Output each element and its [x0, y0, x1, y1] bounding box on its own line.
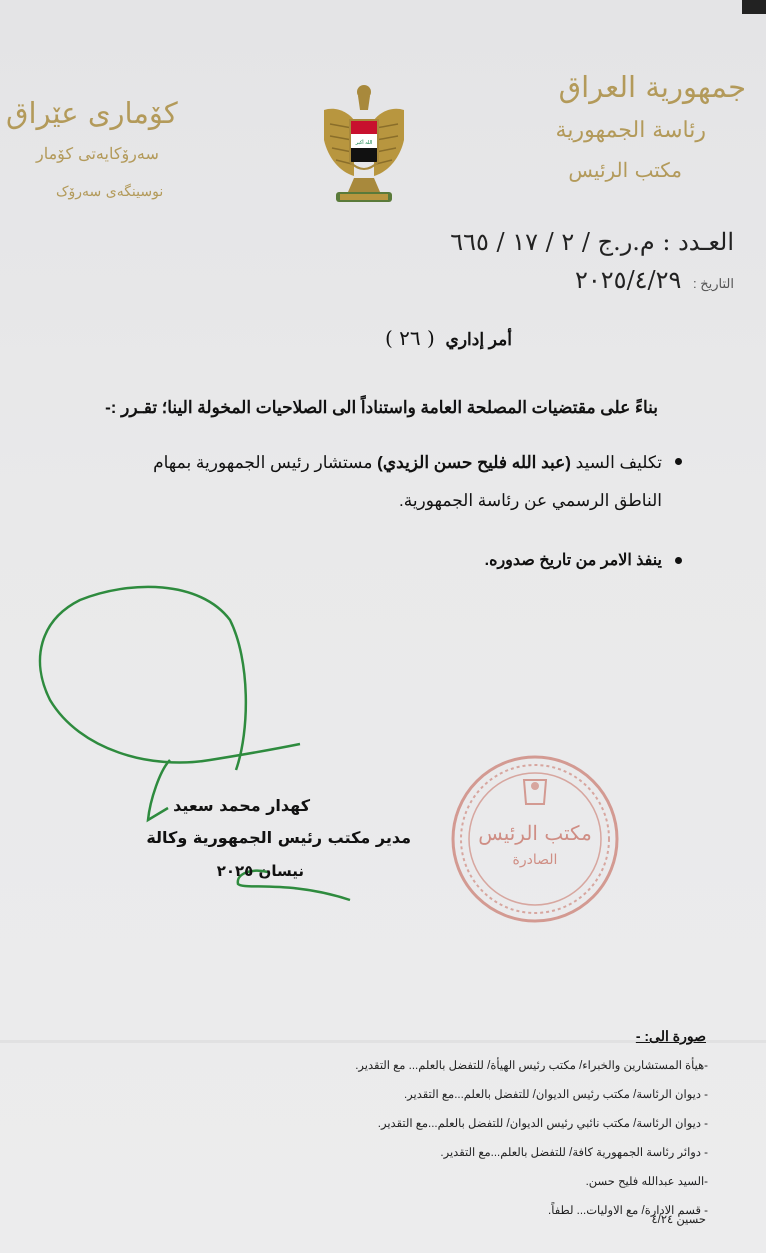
copies-list-item: -هيأة المستشارين والخبراء/ مكتب رئيس الهيأة/ للتفضل بالعلم... مع التقدير. — [355, 1060, 708, 1072]
order-intro: بناءً على مقتضيات المصلحة العامة واستناداً الى الصلاحيات المخولة الينا؛ تقـرر :- — [105, 398, 658, 417]
letterhead-office-kurdish: نوسینگەی سەرۆک — [56, 184, 164, 200]
order-title-text: أمر إداري — [445, 330, 512, 349]
letterhead-presidency: رئاسة الجمهورية — [555, 118, 706, 143]
copies-list-item: - قسم الادارة/ مع الاوليات... لطفاً. — [548, 1205, 708, 1217]
document-date-value: ٢٠٢٥/٤/٢٩ — [575, 266, 682, 294]
stamp-outgoing-text: الصادرة — [512, 852, 558, 868]
emblem-text: الله أكبر — [355, 140, 373, 146]
copies-list-item: - ديوان الرئاسة/ مكتب نائبي رئيس الديوان/ للتفضل بالعلم...مع التقدير. — [377, 1118, 708, 1130]
copies-list-item: - ديوان الرئاسة/ مكتب رئيس الديوان/ للتفضل بالعلم...مع التقدير. — [403, 1089, 708, 1101]
letterhead-country-kurdish: كۆماری عێراق — [6, 96, 178, 130]
document-date-label: التاريخ : — [693, 276, 734, 291]
typist-footer: حسين ٤/٢٤ — [651, 1214, 706, 1226]
page-edge-mark — [742, 0, 766, 14]
order-item-assignment — [122, 444, 662, 520]
signer-title: مدير مكتب رئيس الجمهورية وكالة — [146, 828, 411, 847]
letterhead-country: جمهورية العراق — [558, 70, 746, 104]
copies-list — [355, 1052, 708, 1226]
copies-list-item: - دوائر رئاسة الجمهورية كافة/ للتفضل بالعلم...مع التقدير. — [440, 1147, 708, 1159]
appointee-name: (عبد الله فليح حسن الزيدي) — [377, 453, 571, 472]
copies-list-item: -السيد عبدالله فليح حسن. — [585, 1176, 708, 1188]
letterhead-presidency-kurdish: سەرۆکایەتی کۆمار — [36, 144, 159, 163]
signer-date: نيسان ٢٠٢٥ — [216, 862, 304, 880]
order-title — [385, 326, 512, 350]
document-number — [450, 228, 734, 256]
signer-name: كهدار محمد سعيد — [173, 796, 310, 815]
order-number: ( ٢٦ ) — [384, 326, 435, 350]
bullet-icon — [675, 557, 682, 564]
letterhead-office: مكتب الرئيس — [568, 158, 682, 182]
order-item-suffix: مستشار رئيس الجمهورية بمهام الناطق الرسمي عن رئاسة الجمهورية. — [153, 453, 662, 510]
office-seal-stamp — [448, 752, 622, 926]
order-item-effective-text: ينفذ الامر من تاريخ صدوره. — [484, 552, 662, 569]
bullet-icon — [675, 458, 682, 465]
stamp-office-text: مكتب الرئيس — [478, 821, 592, 845]
copies-title: صورة الى: - — [635, 1028, 706, 1044]
document-date — [575, 266, 734, 294]
document-number-value: العـدد : م.ر.ج / ٢ / ١٧ / ٦٦٥ — [450, 228, 734, 256]
order-item-effective — [485, 550, 662, 570]
order-item-prefix: تكليف السيد — [570, 453, 662, 472]
iraq-eagle-emblem-icon — [318, 80, 410, 210]
